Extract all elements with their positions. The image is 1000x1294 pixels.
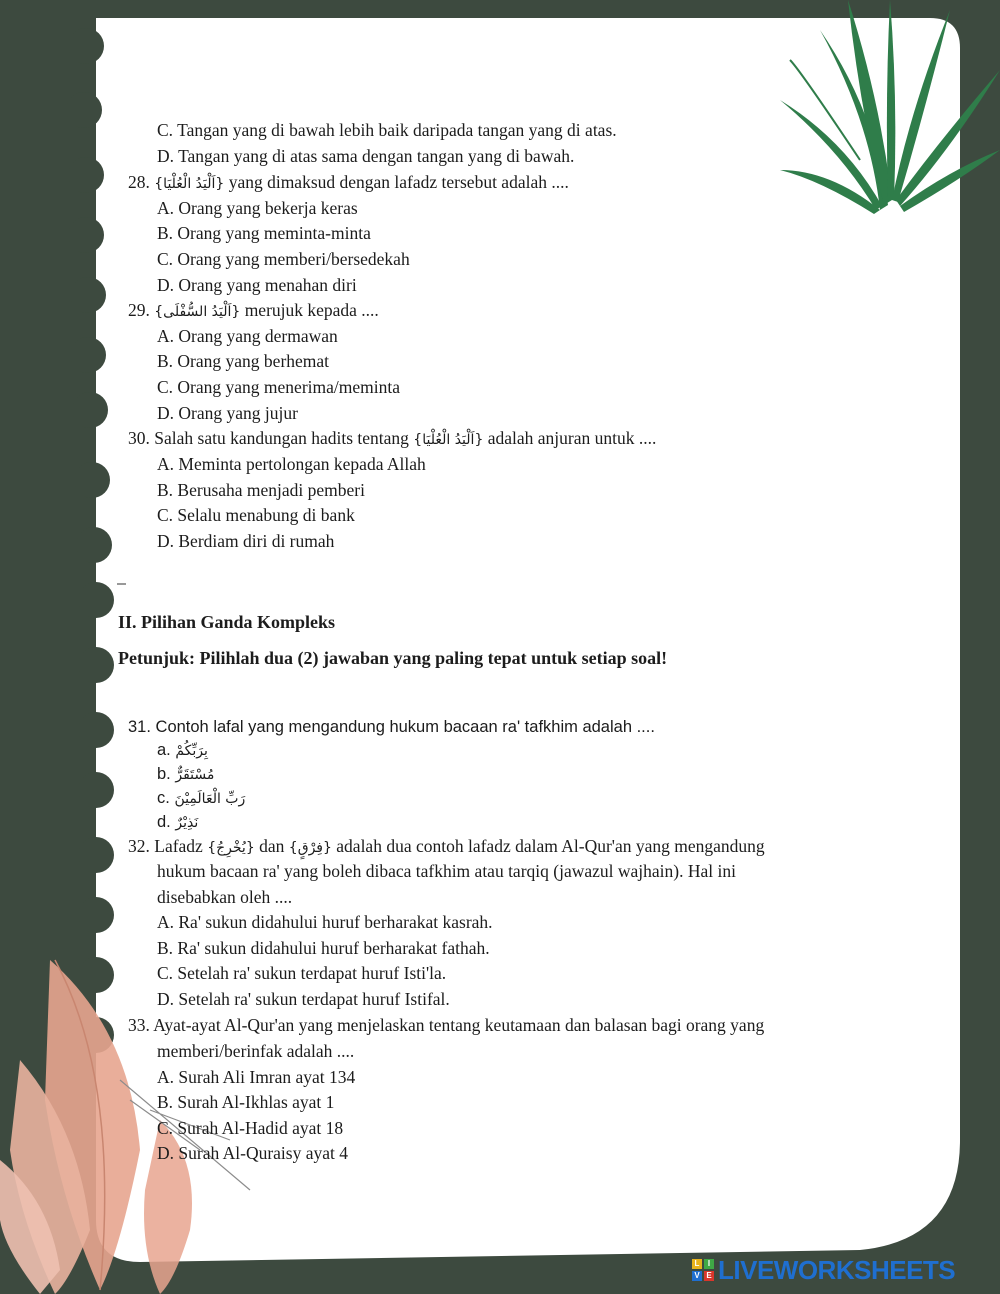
logo-letter: L bbox=[692, 1259, 702, 1269]
question-28 bbox=[128, 171, 569, 195]
q33-option-c[interactable]: C. Surah Al-Hadid ayat 18 bbox=[157, 1118, 344, 1138]
question-33 bbox=[128, 1014, 764, 1036]
arabic-text: بِرَبِّكُمْ bbox=[175, 743, 208, 759]
q29-option-d[interactable]: D. Orang yang jujur bbox=[157, 403, 298, 423]
q32-option-d[interactable]: D. Setelah ra' sukun terdapat huruf Istifal. bbox=[157, 989, 450, 1009]
q33-option-b[interactable]: B. Surah Al-Ikhlas ayat 1 bbox=[157, 1092, 335, 1112]
arabic-text: {اَلْيَدُ الْعُلْيَا} bbox=[154, 176, 225, 192]
q29-option-a[interactable]: A. Orang yang dermawan bbox=[157, 326, 338, 346]
logo-letter: I bbox=[704, 1259, 714, 1269]
q32-option-b[interactable]: B. Ra' sukun didahului huruf berharakat fathah. bbox=[157, 938, 490, 958]
question-text: Contoh lafal yang mengandung hukum bacaan ra' tafkhim adalah .... bbox=[155, 718, 655, 736]
option-label: a. bbox=[157, 741, 171, 759]
q33-line-2: memberi/berinfak adalah .... bbox=[157, 1041, 355, 1061]
q29-option-c[interactable]: C. Orang yang menerima/meminta bbox=[157, 377, 400, 397]
question-29 bbox=[128, 299, 379, 323]
liveworksheets-logo[interactable] bbox=[692, 1256, 955, 1284]
arabic-text: {يُخْرِجُ} bbox=[207, 840, 255, 856]
question-text: merujuk kepada .... bbox=[244, 300, 379, 320]
question-number: 29. bbox=[128, 300, 150, 320]
divider-mark bbox=[117, 583, 126, 585]
question-text-after: adalah anjuran untuk .... bbox=[487, 428, 657, 448]
arabic-text: رَبِّ الْعَالَمِيْنَ bbox=[174, 791, 246, 807]
option-label: b. bbox=[157, 765, 171, 783]
question-text: yang dimaksud dengan lafadz tersebut adalah .... bbox=[228, 172, 569, 192]
q28-option-d[interactable]: D. Orang yang menahan diri bbox=[157, 275, 357, 295]
q30-option-d[interactable]: D. Berdiam diri di rumah bbox=[157, 531, 335, 551]
arabic-text: نَذِيْرٌ bbox=[175, 815, 199, 831]
question-text: adalah dua contoh lafadz dalam Al-Qur'an yang mengandung bbox=[336, 836, 765, 856]
question-number: 31. bbox=[128, 718, 151, 736]
question-number: 30. bbox=[128, 428, 150, 448]
question-31 bbox=[128, 716, 655, 738]
question-32 bbox=[128, 835, 765, 859]
question-text: Ayat-ayat Al-Qur'an yang menjelaskan tentang keutamaan dan balasan bagi orang yang bbox=[153, 1015, 765, 1035]
logo-letter: E bbox=[704, 1271, 714, 1281]
q31-option-b[interactable] bbox=[157, 763, 214, 786]
option-label: d. bbox=[157, 813, 171, 831]
logo-letter: V bbox=[692, 1271, 702, 1281]
question-text: Salah satu kandungan hadits tentang bbox=[154, 428, 409, 448]
q30-option-c[interactable]: C. Selalu menabung di bank bbox=[157, 505, 355, 525]
q31-option-d[interactable] bbox=[157, 811, 198, 834]
q33-option-a[interactable]: A. Surah Ali Imran ayat 134 bbox=[157, 1067, 356, 1087]
q32-line-3: disebabkan oleh .... bbox=[157, 887, 293, 907]
question-number: 33. bbox=[128, 1015, 150, 1035]
q28-option-b[interactable]: B. Orang yang meminta-minta bbox=[157, 223, 371, 243]
q27-option-c: C. Tangan yang di bawah lebih baik daripada tangan yang di atas. bbox=[157, 120, 617, 140]
question-text: dan bbox=[259, 836, 285, 856]
q32-option-a[interactable]: A. Ra' sukun didahului huruf berharakat kasrah. bbox=[157, 912, 493, 932]
q29-option-b[interactable]: B. Orang yang berhemat bbox=[157, 351, 330, 371]
brand-name: LIVEWORKSHEETS bbox=[718, 1254, 956, 1285]
q31-option-a[interactable] bbox=[157, 739, 208, 762]
option-label: c. bbox=[157, 789, 170, 807]
question-number: 28. bbox=[128, 172, 150, 192]
q32-option-c[interactable]: C. Setelah ra' sukun terdapat huruf Isti'la. bbox=[157, 963, 447, 983]
q31-option-c[interactable] bbox=[157, 787, 245, 810]
q27-option-d: D. Tangan yang di atas sama dengan tangan yang di bawah. bbox=[157, 146, 575, 166]
arabic-text: {اَلْيَدُ السُّفْلَى} bbox=[154, 304, 241, 320]
q30-option-a[interactable]: A. Meminta pertolongan kepada Allah bbox=[157, 454, 426, 474]
section-instruction: Petunjuk: Pilihlah dua (2) jawaban yang paling tepat untuk setiap soal! bbox=[118, 648, 668, 668]
question-number: 32. bbox=[128, 836, 150, 856]
q28-option-a[interactable]: A. Orang yang bekerja keras bbox=[157, 198, 358, 218]
arabic-text: {فِرْقٍ} bbox=[288, 840, 332, 856]
liveworksheets-icon bbox=[692, 1259, 714, 1281]
question-30 bbox=[128, 427, 656, 451]
arabic-text: مُسْتَقَرٌّ bbox=[175, 767, 215, 783]
question-text: Lafadz bbox=[154, 836, 203, 856]
section-title: II. Pilihan Ganda Kompleks bbox=[118, 612, 336, 632]
q33-option-d[interactable]: D. Surah Al-Quraisy ayat 4 bbox=[157, 1143, 349, 1163]
q30-option-b[interactable]: B. Berusaha menjadi pemberi bbox=[157, 480, 365, 500]
q32-line-2: hukum bacaan ra' yang boleh dibaca tafkhim atau tarqiq (jawazul wajhain). Hal ini bbox=[157, 861, 736, 881]
arabic-text: {اَلْيَدُ الْعُلْيَا} bbox=[413, 432, 484, 448]
q28-option-c[interactable]: C. Orang yang memberi/bersedekah bbox=[157, 249, 410, 269]
